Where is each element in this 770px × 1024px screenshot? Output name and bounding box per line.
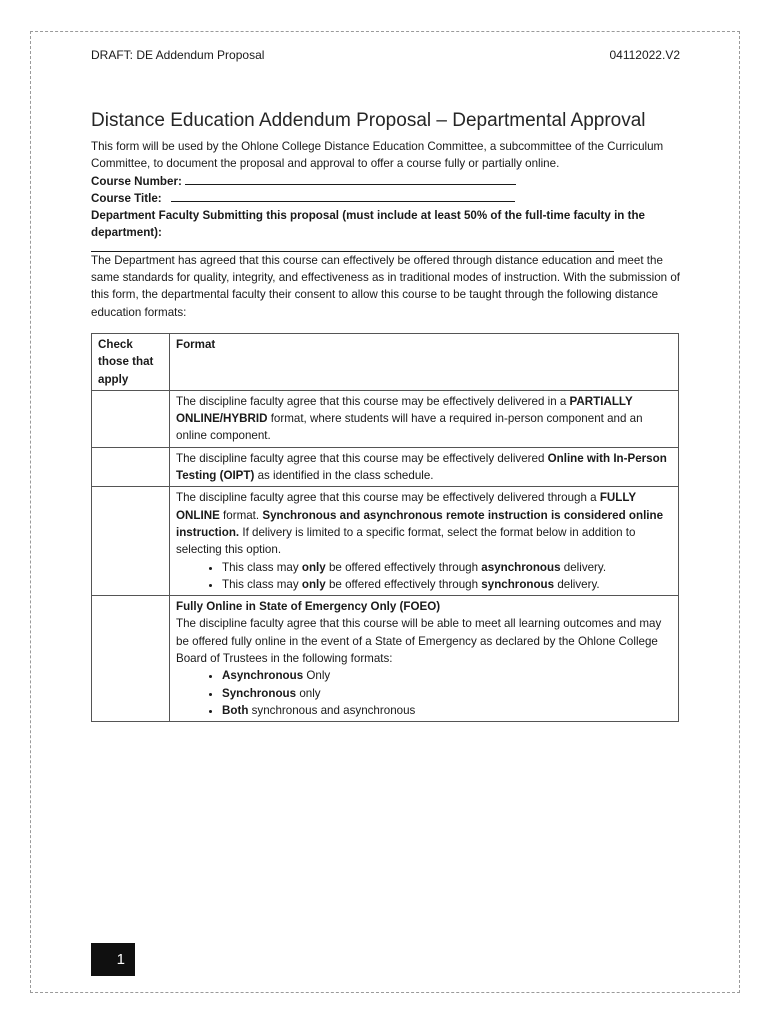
format-foeo [170, 596, 679, 722]
course-title-field [91, 190, 681, 207]
faculty-signature-line [91, 242, 614, 252]
course-number-field [91, 173, 681, 190]
faculty-field-label: Department Faculty Submitting this proposal (must include at least 50% of the full-time faculty in the department): [91, 209, 645, 240]
format-oipt: The discipline faculty agree that this course may be effectively delivered Online with In-Person Testing (OIPT) as identified in the class schedule. [170, 447, 679, 487]
fully-online-options [176, 559, 673, 594]
agreement-paragraph: The Department has agreed that this course can effectively be offered through distance education and meet the same standards for quality, integrity, and effectiveness as in traditional modes of instruction. With the submission of this form, the departmental faculty their consent to allow this course to be taught through the following distance education formats: [91, 253, 680, 319]
foeo-heading: Fully Online in State of Emergency Only (FOEO) [176, 600, 441, 614]
format-partially-online: The discipline faculty agree that this course may be effectively delivered in a PARTIALLY ONLINE/HYBRID format, where students will have a required in-person component and an online component. [170, 390, 679, 447]
list-item: • Both synchronous and asynchronous [222, 702, 673, 719]
checkbox-oipt[interactable] [92, 447, 170, 487]
course-title-label: Course Title: [91, 191, 162, 205]
checkbox-fully-online[interactable] [92, 487, 170, 596]
page-number: 1 [91, 943, 135, 976]
checkbox-foeo[interactable] [92, 596, 170, 722]
header-version: 04112022.V2 [609, 48, 680, 62]
format-fully-online: The discipline faculty agree that this course may be effectively delivered through a FULLY ONLINE format. Synchronous and asynchronous remote instruction is considered online instruction. If delivery is limited to a specific format, select the format below in addition to selecting this option. • This class may only be offered effectively through asynchronous delivery. • This class may only be offered effectively through synchronous delivery. [170, 487, 679, 596]
list-item: • Asynchronous Only [222, 667, 673, 684]
list-item: • Synchronous only [222, 685, 673, 702]
format-table [91, 333, 679, 722]
course-number-line [185, 173, 516, 185]
table-row [92, 390, 679, 447]
table-row [92, 447, 679, 487]
course-number-label: Course Number: [91, 174, 182, 188]
list-item: • This class may only be offered effectively through asynchronous delivery. [222, 559, 673, 576]
page-header [91, 48, 680, 62]
check-column-header: Check those that apply [92, 333, 170, 390]
header-draft-label: DRAFT: DE Addendum Proposal [91, 48, 265, 62]
format-column-header: Format [170, 333, 679, 390]
checkbox-partially-online[interactable] [92, 390, 170, 447]
course-title-line [171, 190, 515, 202]
foeo-body: The discipline faculty agree that this course will be able to meet all learning outcomes and may be offered fully online in the event of a State of Emergency as declared by the Ohlone College Board of Trustees in the following formats: [176, 617, 662, 666]
table-header-row [92, 333, 679, 390]
table-row [92, 487, 679, 596]
intro-paragraph: This form will be used by the Ohlone College Distance Education Committee, a subcommittee of the Curriculum Committee, to document the proposal and approval to offer a course fully or partially online. [91, 140, 664, 171]
document-body [91, 108, 681, 722]
document-title: Distance Education Addendum Proposal – Departmental Approval [91, 110, 646, 131]
table-row [92, 596, 679, 722]
list-item: • This class may only be offered effectively through synchronous delivery. [222, 576, 673, 593]
foeo-options [176, 667, 673, 719]
